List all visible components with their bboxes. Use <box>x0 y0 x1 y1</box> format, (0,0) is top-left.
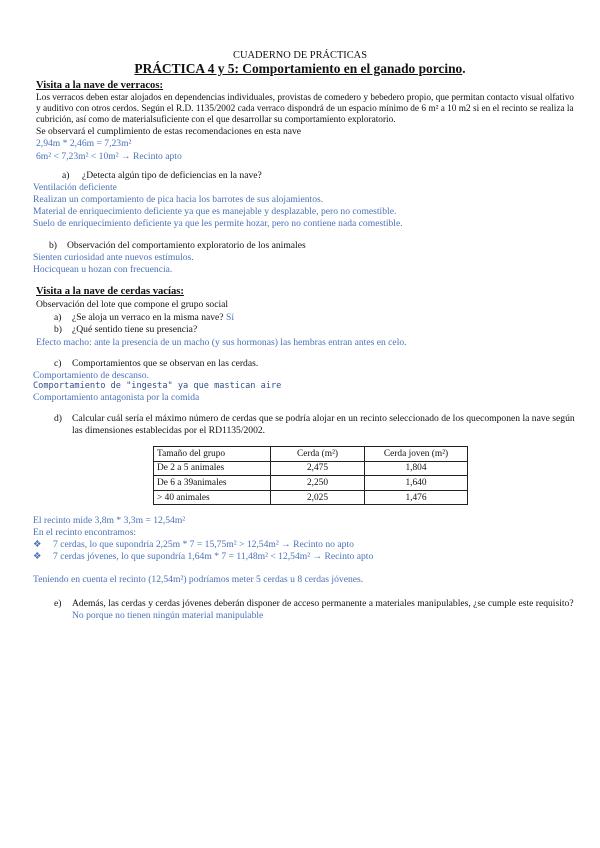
table-row <box>154 461 468 476</box>
question-label: a) <box>54 312 62 323</box>
question-d-cerdas <box>54 413 72 424</box>
question-text: ¿Se aloja un verraco en la misma nave? <box>72 312 224 323</box>
table-header-cell: Cerda (m²) <box>271 447 365 462</box>
table-row <box>154 476 468 491</box>
table-cell: 2,475 <box>271 461 365 476</box>
space-requirements-table <box>153 446 468 505</box>
answer-line: Ventilación deficiente <box>33 182 117 193</box>
diamond-bullet-icon: ❖ <box>33 551 42 562</box>
answer-line: Suelo de enriquecimiento deficiente ya que les permite hozar, pero no contiene nada comestible. <box>33 218 403 229</box>
calc-line: En el recinto encontramos: <box>33 527 137 538</box>
question-text: Comportamientos que se observan en las cerdas. <box>72 358 259 369</box>
notebook-title: CUADERNO DE PRÁCTICAS <box>233 50 367 61</box>
section-heading-cerdas: Visita a la nave de cerdas vacías: <box>36 286 184 297</box>
question-text: ¿Detecta algún tipo de deficiencias en la nave? <box>82 170 262 181</box>
verracos-intro: Los verracos deben estar alojados en dependencias individuales, provistas de comedero y bebedero propio, que permitan contacto visual olfativo y auditivo con otros cerdos. Según el R.D. 1135/2002 cada verraco dispondrá de un espacio mínimo de 6 m² a 10 m2 si en el recinto se realiza la cubrición, así como de materialsuficiente con el que desarrollar su comportamiento exploratorio. <box>36 93 575 125</box>
question-label: e) <box>54 598 62 609</box>
table-cell: De 2 a 5 animales <box>154 461 271 476</box>
question-label: b) <box>49 240 57 251</box>
table-header-cell: Tamaño del grupo <box>154 447 271 462</box>
table-header-cell: Cerda joven (m²) <box>365 447 468 462</box>
practice-title <box>0 61 600 76</box>
answer-line: Hocicquean u hozan con frecuencia. <box>33 264 173 275</box>
answer-line: Efecto macho: ante la presencia de un macho (y sus hormonas) las hembras entran antes en celo. <box>36 337 407 348</box>
answer-inline: No porque no tienen ningún material manipulable <box>72 609 264 621</box>
table-header-row <box>154 447 468 462</box>
question-text: ¿Qué sentido tiene su presencia? <box>72 324 198 335</box>
question-label: b) <box>54 324 62 335</box>
question-a-verracos <box>62 170 262 181</box>
question-text: Calcular cuál sería el máximo número de cerdas que se podría alojar en un recinto seleccionado de los quecomponen la nave según las dimensiones establecidas por el RD1135/2002. <box>72 413 575 436</box>
section-heading-verracos: Visita a la nave de verracos: <box>36 80 164 91</box>
answer-line: Material de enriquecimiento deficiente ya que es manejable y desplazable, pero no comestible. <box>33 206 397 217</box>
table-cell: 2,250 <box>271 476 365 491</box>
practice-title-text: PRÁCTICA 4 y 5: Comportamiento en el ganado porcino <box>134 61 463 76</box>
table-cell: 1,640 <box>365 476 468 491</box>
answer-line: Comportamiento antagonista por la comida <box>33 392 200 403</box>
verracos-observe-note: Se observará el cumplimiento de estas recomendaciones en esta nave <box>36 126 302 137</box>
question-e-block <box>72 598 584 621</box>
answer-line: Realizan un comportamiento de pica hacia los barrotes de sus alojamientos. <box>33 194 324 205</box>
cerdas-observe-note: Observación del lote que compone el grupo social <box>36 299 229 310</box>
question-text: Observación del comportamiento exploratorio de los animales <box>67 240 306 251</box>
conclusion: Teniendo en cuenta el recinto (12,54m²) podríamos meter 5 cerdas u 8 cerdas jóvenes. <box>33 574 364 585</box>
verracos-calc-1: 2,94m * 2,46m = 7,23m² <box>36 138 132 149</box>
question-label: a) <box>62 170 70 181</box>
answer-line: Comportamiento de descanso. <box>33 370 149 381</box>
question-c-cerdas <box>54 358 258 369</box>
question-label: d) <box>54 413 62 424</box>
bullet-item <box>33 551 373 562</box>
practice-title-dot: . <box>462 61 466 76</box>
table-cell: De 6 a 39animales <box>154 476 271 491</box>
calc-line: El recinto mide 3,8m * 3,3m = 12,54m² <box>33 515 186 526</box>
table-cell: 1,804 <box>365 461 468 476</box>
verracos-calc-2: 6m² < 7,23m² < 10m² → Recinto apto <box>36 151 182 162</box>
diamond-bullet-icon: ❖ <box>33 539 42 550</box>
question-b-cerdas <box>54 324 197 335</box>
table-cell: > 40 animales <box>154 490 271 505</box>
answer-line: Comportamiento de "ingesta" ya que mastican aire <box>33 381 282 391</box>
table-cell: 2,025 <box>271 490 365 505</box>
table-row <box>154 490 468 505</box>
question-b-verracos <box>49 240 306 251</box>
answer-line: Sienten curiosidad ante nuevos estímulos. <box>33 252 194 263</box>
question-label: c) <box>54 358 62 369</box>
question-text: Además, las cerdas y cerdas jóvenes deberán disponer de acceso permanente a materiales manipulables, ¿se cumple este requisito? <box>72 598 574 609</box>
bullet-item <box>33 539 354 550</box>
bullet-text: 7 cerdas jóvenes, lo que supondría 1,64m * 7 = 11,48m² < 12,54m² → Recinto apto <box>53 551 374 562</box>
bullet-text: 7 cerdas, lo que supondría 2,25m * 7 = 15,75m² > 12,54m² → Recinto no apto <box>53 539 354 550</box>
question-e-cerdas <box>54 598 72 609</box>
answer-inline: Sí <box>225 312 234 323</box>
table-cell: 1,476 <box>365 490 468 505</box>
question-a-cerdas <box>54 312 234 323</box>
